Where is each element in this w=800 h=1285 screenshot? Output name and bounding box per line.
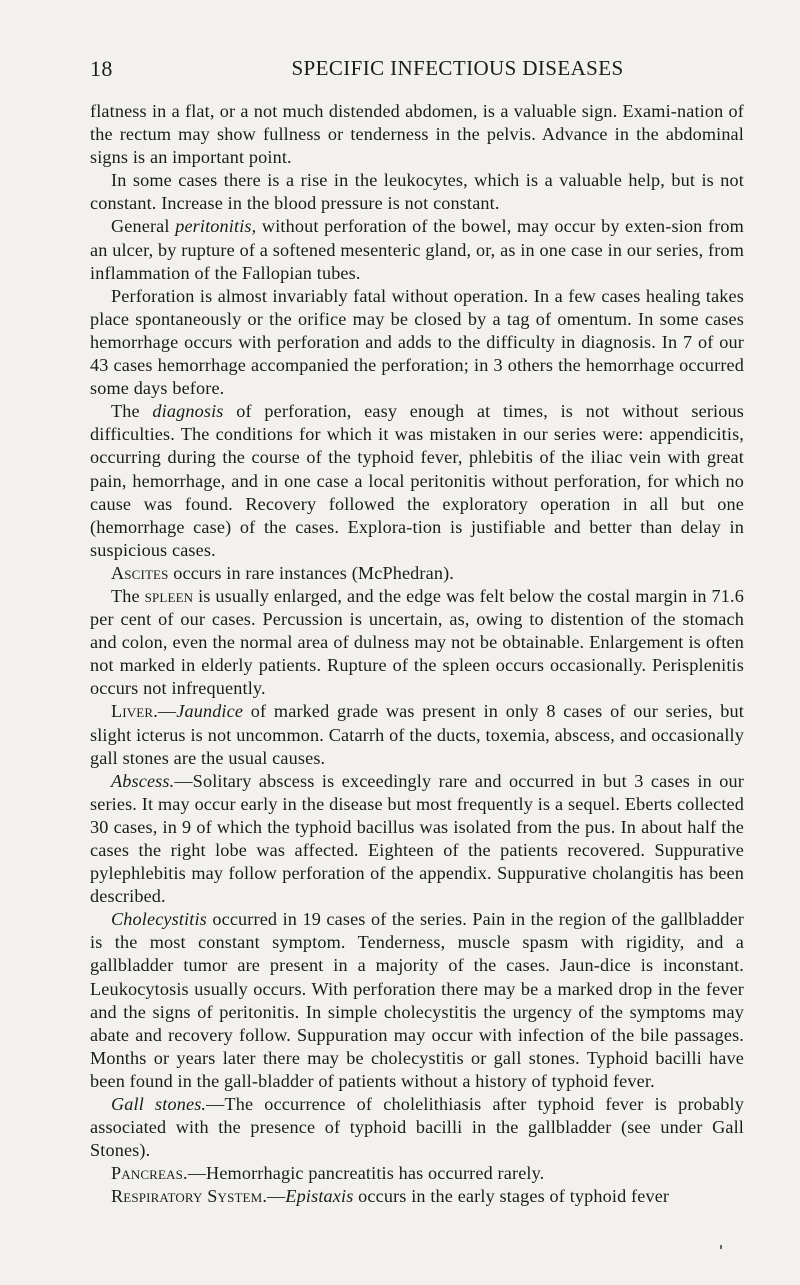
paragraph-text: —The occurrence of cholelithiasis after typhoid fever is probably associated with the presence of typhoid bacilli in the gallbladder (see under Gall Stones). <box>90 1094 744 1161</box>
paragraph-text: without perforation of the bowel, may occur by exten-sion from an ulcer, by rupture of a softened mesenteric gland, or, as in one case in our series, from inflammation of the Fallopian tubes. <box>90 216 744 283</box>
paragraph-text: occurred in 19 cases of the series. Pain in the region of the gallbladder is the most constant symptom. Tenderness, muscle spasm with rigidity, and a gallbladder tumor are present in a majority of the cases. Jaun-dice is inconstant. Leukocytosis usually occurs. With perforation there may be a marked drop in the fever and the signs of peritonitis. In simple cholecystitis the urgency of the symptoms may abate and recovery follow. Suppuration may occur with infection of the bile passages. Months or years later there may be cholecystitis or gall stones. Typhoid bacilli have been found in the gall-bladder of patients without a history of typhoid fever. <box>90 909 744 1091</box>
paragraph <box>90 908 744 1093</box>
paragraph <box>90 169 744 215</box>
paragraph-text: flatness in a flat, or a not much distended abdomen, is a valuable sign. Exami-nation of the rectum may show fullness or tenderness in the pelvis. Advance in the abdominal signs is an important point. <box>90 101 744 168</box>
italic-term: Cholecystitis <box>111 909 207 930</box>
paragraph-text: — <box>157 701 177 722</box>
page-speck <box>720 1245 722 1249</box>
paragraph-text: occurs in the early stages of typhoid fever <box>353 1186 670 1207</box>
paragraph <box>90 585 744 700</box>
paragraph-text: of marked grade was present in only 8 cases of our series, but slight icterus is not uncommon. Catarrh of the ducts, toxemia, abscess, and occasionally gall stones are the usual causes. <box>90 701 744 768</box>
small-caps-heading: spleen <box>144 585 194 606</box>
italic-term: Gall stones. <box>111 1094 207 1115</box>
small-caps-heading: Pancreas. <box>111 1163 188 1184</box>
paragraph-text: The <box>111 585 145 606</box>
paragraph <box>90 1185 744 1208</box>
paragraph-text: In some cases there is a rise in the leukocytes, which is a valuable help, but is not constant. Increase in the blood pressure is not constant. <box>90 170 744 214</box>
paragraph-text: General <box>111 216 176 237</box>
page-number: 18 <box>90 56 113 81</box>
paragraph <box>90 700 744 769</box>
paragraph-text: is usually enlarged, and the edge was felt below the costal margin in 71.6 per cent of our cases. Percussion is uncertain, as, owing to distention of the stomach and colon, even the normal area of dulness may not be obtainable. Enlargement is often not marked in elderly patients. Rupture of the spleen occurs occasionally. Perisplenitis occurs not infrequently. <box>90 585 744 699</box>
paragraph-text: Perforation is almost invariably fatal without operation. In a few cases healing takes place spontaneously or the orifice may be closed by a tag of omentum. In some cases hemorrhage occurs with perforation and adds to the difficulty in diagnosis. In 7 of our 43 cases hemorrhage accompanied the perforation; in 3 others the hemorrhage occurred some days before. <box>90 285 744 399</box>
paragraph <box>90 1162 744 1185</box>
paragraph <box>90 400 744 562</box>
paragraph-text: —Hemorrhagic pancreatitis has occurred rarely. <box>187 1163 545 1184</box>
running-title: SPECIFIC INFECTIOUS DISEASES <box>291 56 624 80</box>
paragraph <box>90 285 744 400</box>
body-text <box>90 100 744 1209</box>
paragraph-text: — <box>267 1186 286 1207</box>
italic-term: diagnosis <box>152 401 224 422</box>
paragraph <box>90 562 744 585</box>
italic-term: Jaundice <box>176 701 244 722</box>
paragraph <box>90 770 744 909</box>
small-caps-heading: Liver. <box>111 701 158 722</box>
small-caps-heading: Respiratory System. <box>111 1186 268 1207</box>
paragraph <box>90 215 744 284</box>
paragraph-text: of perforation, easy enough at times, is not without serious difficulties. The conditions for which it was mistaken in our series were: appendicitis, occurring during the course of the typhoid fever, phlebitis of the iliac vein with great pain, hemorrhage, and in one case a local peritonitis without perforation, for which no cause was found. Recovery followed the exploratory operation in all but one (hemorrhage case) of the cases. Explora-tion is justifiable and better than delay in suspicious cases. <box>90 401 744 560</box>
paragraph-text: —Solitary abscess is exceedingly rare and occurred in but 3 cases in our series. It may occur early in the disease but most frequently is a sequel. Eberts collected 30 cases, in 9 of which the typhoid bacillus was isolated from the pus. In about half the cases the right lobe was affected. Eighteen of the patients recovered. Suppurative pylephlebitis may follow perforation of the appendix. Suppurative cholangitis has been described. <box>90 770 744 907</box>
paragraph-text: occurs in rare instances (McPhedran). <box>168 562 455 583</box>
paragraph-text: The <box>111 401 153 422</box>
page-header <box>90 48 740 82</box>
paragraph <box>90 1093 744 1162</box>
paragraph <box>90 100 744 169</box>
italic-term: Epistaxis <box>285 1186 354 1207</box>
italic-term: peritonitis, <box>175 216 257 237</box>
small-caps-heading: Ascites <box>111 562 169 583</box>
italic-term: Abscess. <box>111 770 175 791</box>
